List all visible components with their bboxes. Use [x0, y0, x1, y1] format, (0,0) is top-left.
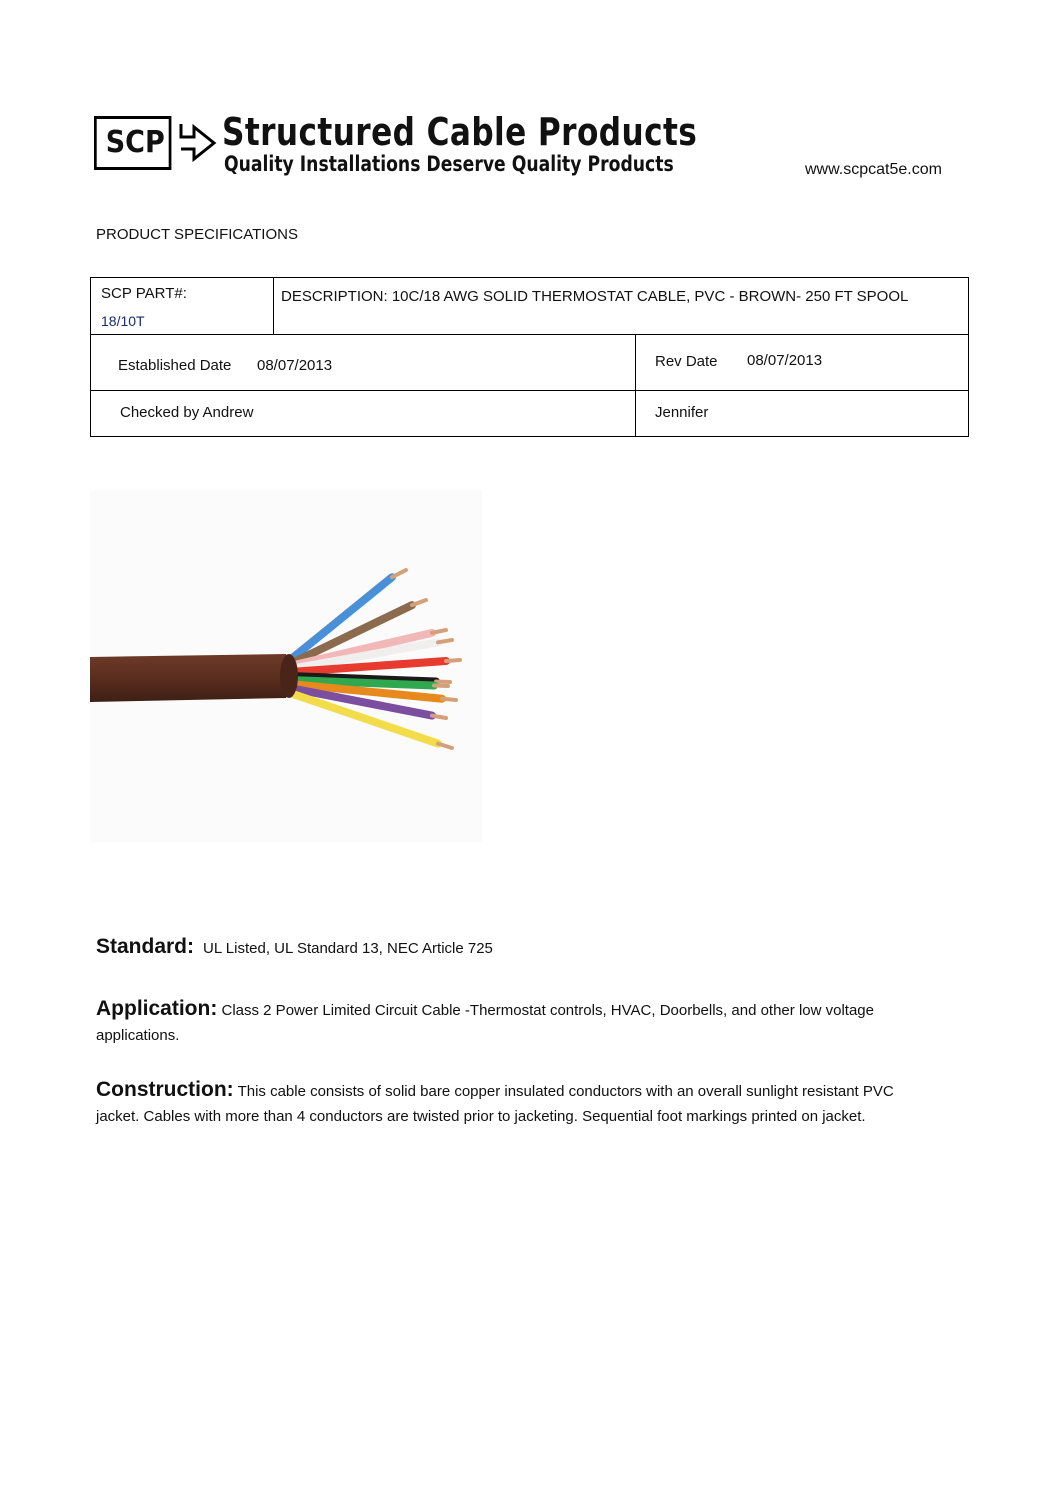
standard-text: UL Listed, UL Standard 13, NEC Article 725 [203, 940, 493, 957]
copper-tip [432, 630, 446, 633]
page-title: PRODUCT SPECIFICATIONS [96, 226, 298, 243]
application-heading: Application: [96, 997, 218, 1020]
application-section [96, 996, 896, 1048]
construction-heading: Construction: [96, 1078, 234, 1101]
rev-date-value: 08/07/2013 [747, 352, 823, 369]
copper-tip [438, 640, 452, 642]
application-text: Class 2 Power Limited Circuit Cable -Thermostat controls, HVAC, Doorbells, and other low voltage applications. [96, 1002, 874, 1044]
standard-heading: Standard: [96, 935, 195, 958]
arrow-icon [178, 120, 218, 166]
construction-text: This cable consists of solid bare copper insulated conductors with an overall sunlight resistant PVC jacket. Cables with more than 4 conductors are twisted prior to jacketing. Sequential foot markings printed on jacket. [96, 1083, 894, 1125]
product-description: DESCRIPTION: 10C/18 AWG SOLID THERMOSTAT CABLE, PVC - BROWN- 250 FT SPOOL [281, 288, 909, 305]
cable-photo [90, 490, 482, 842]
checked-by: Checked by Andrew [120, 404, 254, 421]
table-divider [91, 334, 968, 335]
spec-table [90, 277, 969, 437]
established-date-label: Established Date [118, 357, 232, 374]
logo-abbreviation: SCP [94, 116, 171, 170]
website-link[interactable]: www.scpcat5e.com [805, 161, 942, 178]
construction-section [96, 1077, 916, 1129]
established-date-value: 08/07/2013 [257, 357, 333, 374]
rev-date-label: Rev Date [655, 353, 718, 370]
standard-section [96, 934, 493, 961]
table-divider [635, 334, 636, 437]
copper-tip [432, 716, 446, 718]
part-number-label: SCP PART#: [101, 285, 187, 302]
copper-tip [442, 699, 456, 700]
copper-tip [446, 660, 460, 661]
logo-title: Structured Cable Products [222, 110, 698, 154]
part-number-value: 18/10T [101, 313, 145, 329]
logo-tagline: Quality Installations Deserve Quality Products [224, 152, 674, 176]
table-divider [273, 278, 274, 334]
approver-name: Jennifer [655, 404, 709, 421]
table-divider [91, 390, 968, 391]
